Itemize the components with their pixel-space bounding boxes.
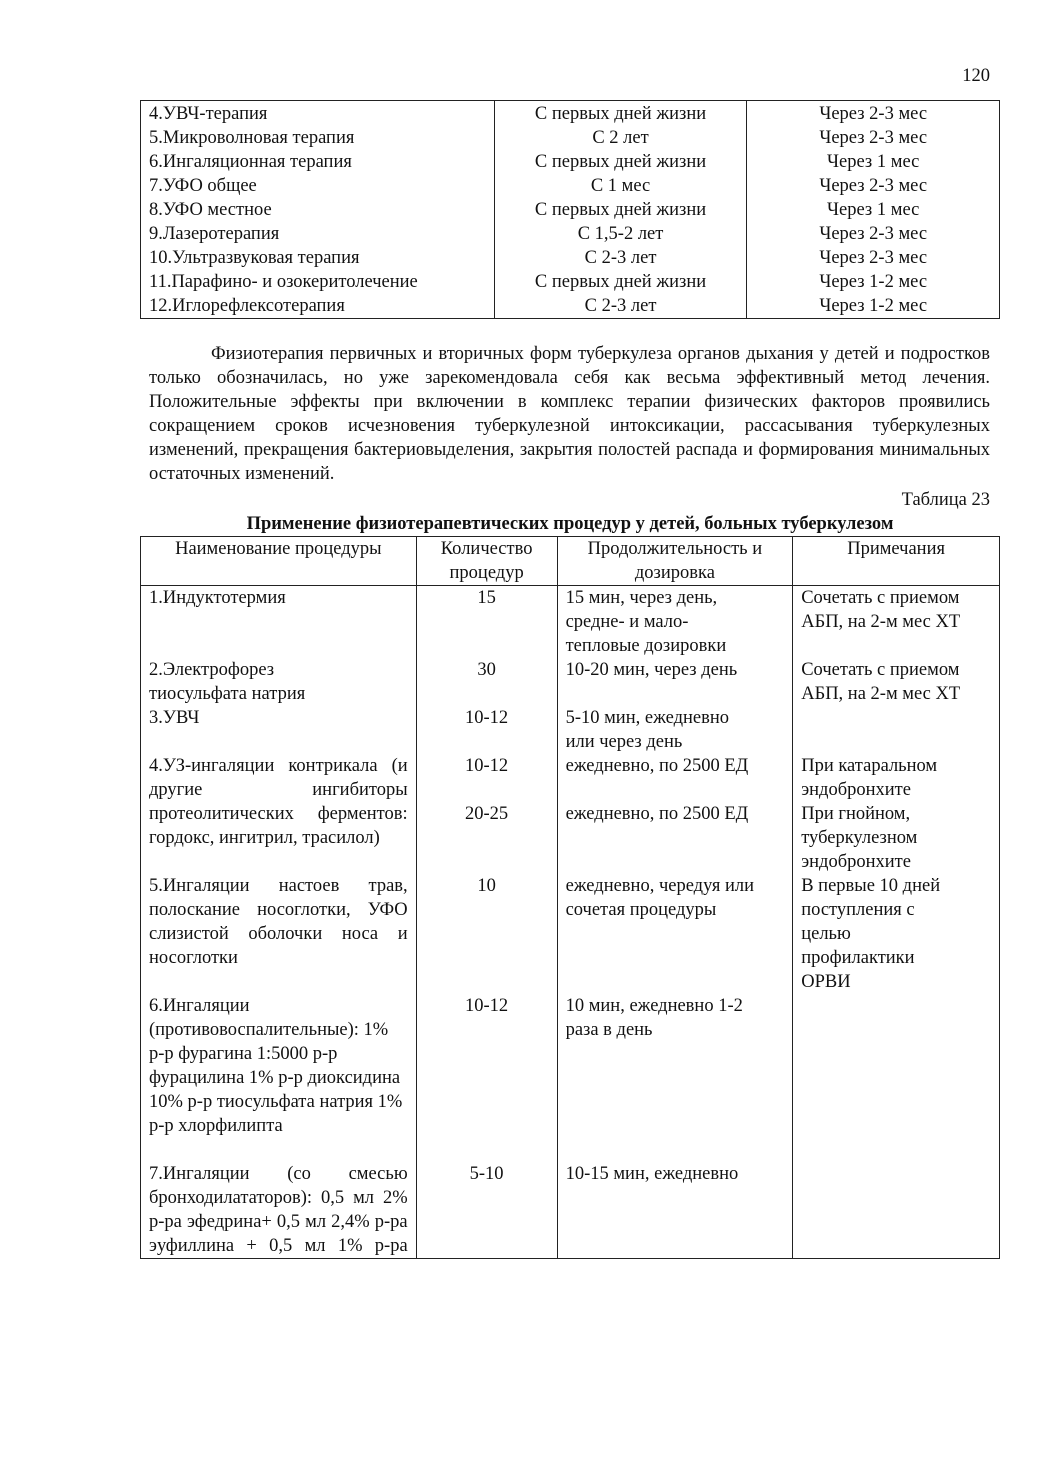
table-row xyxy=(141,198,1000,222)
procedure-duration: ежедневно, по 2500 ЕД xyxy=(557,802,793,874)
procedure-notes: В первые 10 дней поступления с целью профилактики ОРВИ xyxy=(793,874,1000,994)
procedure-name: 4.УЗ-ингаляции контрикала (и другие ингибиторы xyxy=(141,754,417,802)
therapy-repeat-interval: Через 1 мес xyxy=(747,198,1000,222)
table-row xyxy=(141,994,1000,1162)
therapy-repeat-interval: Через 2-3 мес xyxy=(747,246,1000,270)
table-label: Таблица 23 xyxy=(901,490,990,510)
therapy-name: 8.УФО местное xyxy=(141,198,495,222)
therapy-start-age: С первых дней жизни xyxy=(494,101,747,127)
therapy-repeat-interval: Через 1 мес xyxy=(747,150,1000,174)
therapy-start-age: С 1 мес xyxy=(494,174,747,198)
procedure-notes: При катаральном эндобронхите xyxy=(793,754,1000,802)
procedure-notes: Сочетать с приемом АБП, на 2-м мес ХТ xyxy=(793,658,1000,706)
therapy-start-age: С 2-3 лет xyxy=(494,294,747,319)
header-procedure-name: Наименование процедуры xyxy=(141,537,417,586)
table-row xyxy=(141,294,1000,319)
page-number: 120 xyxy=(962,66,990,86)
procedure-name: 2.Электрофорез тиосульфата натрия xyxy=(141,658,417,706)
procedure-duration: ежедневно, чередуя или сочетая процедуры xyxy=(557,874,793,994)
procedure-count: 10-12 xyxy=(416,754,557,802)
therapy-repeat-interval: Через 2-3 мес xyxy=(747,101,1000,127)
therapy-name: 11.Парафино- и озокеритолечение xyxy=(141,270,495,294)
procedure-count: 10 xyxy=(416,874,557,994)
procedure-count: 15 xyxy=(416,586,557,659)
procedure-count: 10-12 xyxy=(416,706,557,754)
procedure-name: 7.Ингаляции (со смесью бронходилататоров): 0,5 мл 2% р-ра эфедрина+ 0,5 мл 2,4% р-ра эуфиллина + 0,5 мл 1% р-ра xyxy=(141,1162,417,1259)
procedure-name: 5.Ингаляции настоев трав, полоскание носоглотки, УФО слизистой оболочки носа и носоглотки xyxy=(141,874,417,994)
table-row xyxy=(141,586,1000,659)
therapy-start-age: С 2-3 лет xyxy=(494,246,747,270)
procedure-duration: 5-10 мин, ежедневно или через день xyxy=(557,706,793,754)
procedures-table xyxy=(140,536,1000,1259)
table-row xyxy=(141,658,1000,706)
header-notes: Примечания xyxy=(793,537,1000,586)
therapy-name: 6.Ингаляционная терапия xyxy=(141,150,495,174)
procedure-duration: 10-20 мин, через день xyxy=(557,658,793,706)
procedure-name: 3.УВЧ xyxy=(141,706,417,754)
therapy-name: 12.Иглорефлексотерапия xyxy=(141,294,495,319)
therapy-repeat-interval: Через 2-3 мес xyxy=(747,222,1000,246)
procedure-duration: 15 мин, через день, средне- и мало-тепловые дозировки xyxy=(557,586,793,659)
table-row xyxy=(141,126,1000,150)
therapy-name: 9.Лазеротерапия xyxy=(141,222,495,246)
table-row xyxy=(141,101,1000,127)
procedure-name: 1.Индуктотермия xyxy=(141,586,417,659)
therapy-name: 5.Микроволновая терапия xyxy=(141,126,495,150)
header-duration: Продолжительность и дозировка xyxy=(557,537,793,586)
table-row xyxy=(141,270,1000,294)
table-row xyxy=(141,874,1000,994)
therapy-start-age: С 1,5-2 лет xyxy=(494,222,747,246)
table-title: Применение физиотерапевтических процедур у детей, больных туберкулезом xyxy=(246,514,894,534)
procedure-duration: 10 мин, ежедневно 1-2 раза в день xyxy=(557,994,793,1162)
therapy-start-age: С 2 лет xyxy=(494,126,747,150)
body-paragraph: Физиотерапия первичных и вторичных форм туберкулеза органов дыхания у детей и подростков только обозначилась, но уже зарекомендовала себя как весьма эффективный метод лечения. Положительные эффекты при включении в комплекс терапии физических факторов проявились сокращением сроков исчезновения туберкулезной интоксикации, рассасывания туберкулезных изменений, прекращения бактериовыделения, закрытия полостей распада и формирования минимальных остаточных изменений. xyxy=(149,344,990,484)
therapy-repeat-interval: Через 2-3 мес xyxy=(747,174,1000,198)
procedure-duration: ежедневно, по 2500 ЕД xyxy=(557,754,793,802)
therapy-repeat-interval: Через 1-2 мес xyxy=(747,270,1000,294)
table-row xyxy=(141,150,1000,174)
therapy-age-table xyxy=(140,100,1000,319)
therapy-repeat-interval: Через 2-3 мес xyxy=(747,126,1000,150)
procedure-notes xyxy=(793,1162,1000,1259)
procedure-name: 6.Ингаляции (противовоспалительные): 1% р-р фурагина 1:5000 р-р фурацилина 1% р-р диоксидина 10% р-р тиосульфата натрия 1% р-р хлорфилипта xyxy=(141,994,417,1162)
therapy-name: 10.Ультразвуковая терапия xyxy=(141,246,495,270)
therapy-repeat-interval: Через 1-2 мес xyxy=(747,294,1000,319)
table-row xyxy=(141,174,1000,198)
procedure-count: 20-25 xyxy=(416,802,557,874)
therapy-start-age: С первых дней жизни xyxy=(494,270,747,294)
table-header-row xyxy=(141,537,1000,586)
table-row xyxy=(141,1162,1000,1259)
table-row xyxy=(141,754,1000,802)
procedure-count: 5-10 xyxy=(416,1162,557,1259)
table-row xyxy=(141,246,1000,270)
therapy-start-age: С первых дней жизни xyxy=(494,198,747,222)
procedure-notes: При гнойном, туберкулезном эндобронхите xyxy=(793,802,1000,874)
therapy-name: 7.УФО общее xyxy=(141,174,495,198)
therapy-name: 4.УВЧ-терапия xyxy=(141,101,495,127)
procedure-notes: Сочетать с приемом АБП, на 2-м мес ХТ xyxy=(793,586,1000,659)
procedure-name: протеолитических ферментов: гордокс, ингитрил, трасилол) xyxy=(141,802,417,874)
procedure-count: 10-12 xyxy=(416,994,557,1162)
therapy-start-age: С первых дней жизни xyxy=(494,150,747,174)
table-row xyxy=(141,222,1000,246)
table-row xyxy=(141,706,1000,754)
header-procedure-count: Количество процедур xyxy=(416,537,557,586)
table-row xyxy=(141,802,1000,874)
procedure-notes xyxy=(793,994,1000,1162)
procedure-count: 30 xyxy=(416,658,557,706)
procedure-duration: 10-15 мин, ежедневно xyxy=(557,1162,793,1259)
procedure-notes xyxy=(793,706,1000,754)
